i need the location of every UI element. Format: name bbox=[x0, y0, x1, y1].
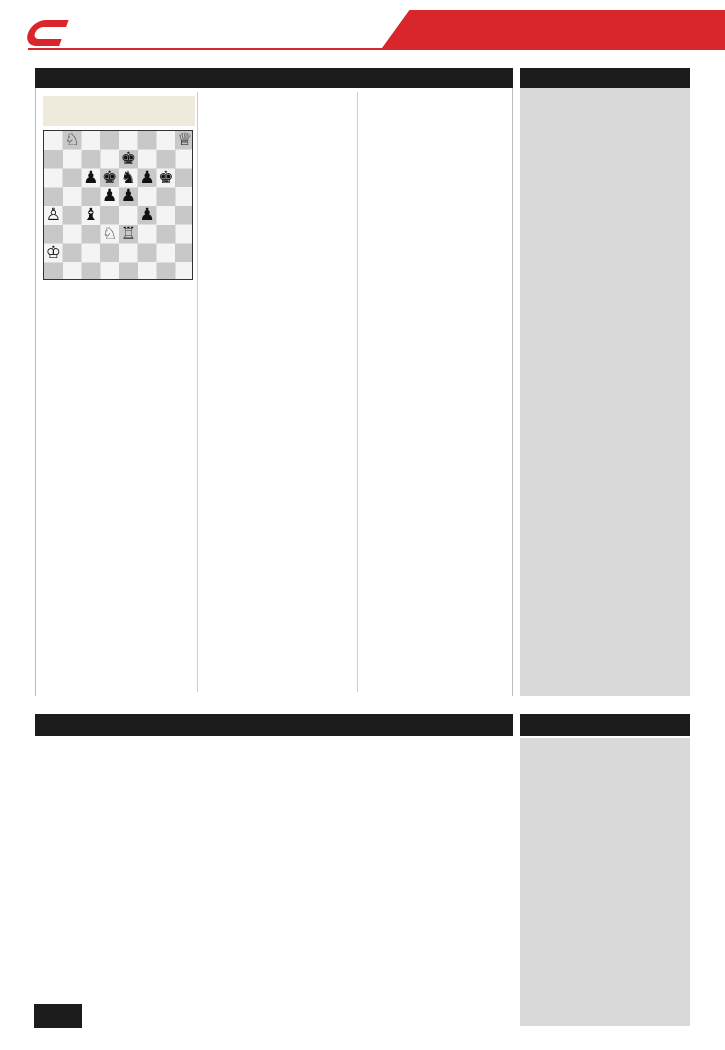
chess-piece: ♟ bbox=[120, 186, 136, 207]
chess-piece: ♖ bbox=[120, 223, 136, 244]
chess-piece: ♔ bbox=[45, 242, 61, 263]
rzd-logo bbox=[28, 14, 118, 50]
column-divider bbox=[197, 92, 198, 692]
chess-piece: ♙ bbox=[45, 205, 61, 225]
chess-piece: ♘ bbox=[64, 130, 80, 150]
chess-piece: ♕ bbox=[177, 130, 193, 150]
chess-piece: ♘ bbox=[102, 223, 118, 244]
chess-piece: ♞ bbox=[120, 167, 136, 188]
chess-piece: ♟ bbox=[83, 167, 99, 188]
header-rule bbox=[28, 48, 725, 50]
column-divider bbox=[357, 92, 358, 692]
five-min-pane bbox=[520, 88, 690, 696]
section-answers-side bbox=[520, 714, 690, 736]
page-number bbox=[34, 1004, 82, 1028]
side-answers-box bbox=[520, 738, 690, 1026]
chess-piece: ♚ bbox=[102, 167, 118, 188]
puzzle-header bbox=[43, 96, 195, 126]
chess-piece: ♟ bbox=[139, 167, 155, 188]
section-published bbox=[35, 68, 513, 90]
chess-piece: ♝ bbox=[83, 205, 99, 225]
chess-piece: ♚ bbox=[158, 167, 174, 188]
chess-board bbox=[43, 130, 193, 280]
section-five-min bbox=[520, 68, 690, 90]
ad-banner bbox=[382, 10, 725, 48]
chess-piece: ♟ bbox=[139, 205, 155, 225]
section-answers bbox=[35, 714, 513, 736]
chess-piece: ♚ bbox=[120, 148, 136, 169]
chess-piece: ♟ bbox=[102, 186, 118, 207]
